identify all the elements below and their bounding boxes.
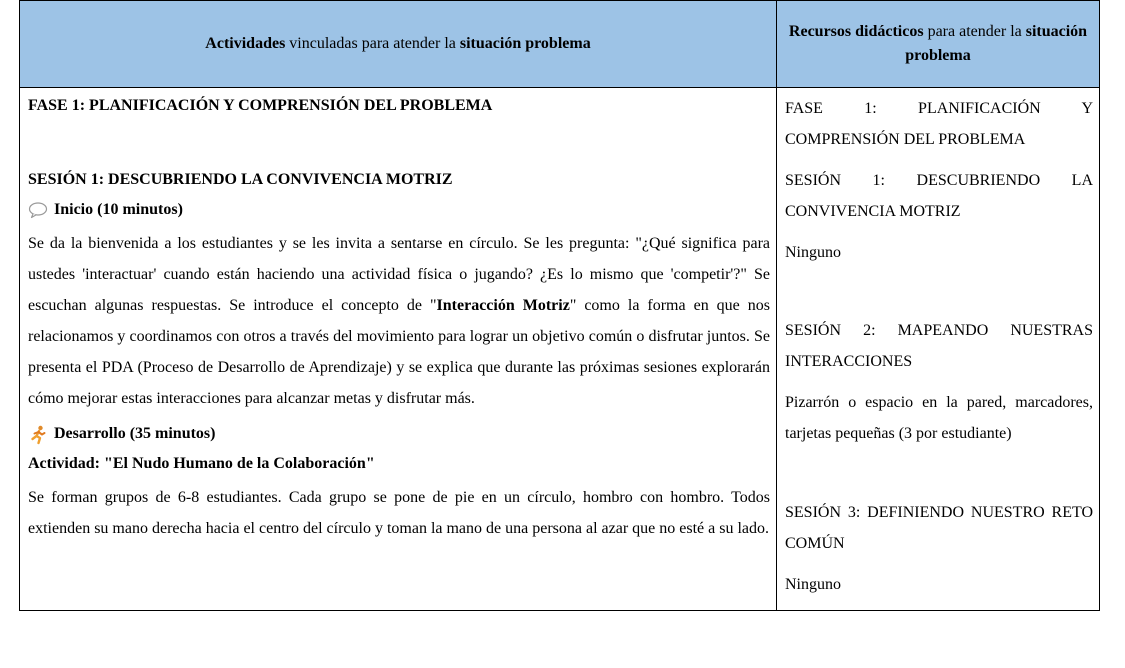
resource-session-2: SESIÓN 2: MAPEANDO NUESTRAS INTERACCIONES [785,322,1093,370]
resource-session-1: SESIÓN 1: DESCUBRIENDO LA CONVIVENCIA MOTRIZ [785,172,1093,220]
session-heading: SESIÓN 1: DESCUBRIENDO LA CONVIVENCIA MOTRIZ [28,171,453,188]
resource-phase: FASE 1: PLANIFICACIÓN Y COMPRENSIÓN DEL PROBLEMA [785,100,1093,148]
desarrollo-heading: Desarrollo (35 minutos) [28,424,770,444]
running-person-icon [28,425,48,443]
resources-cell [777,88,1100,611]
resource-session-2-materials: Pizarrón o espacio en la pared, marcadores, tarjetas pequeñas (3 por estudiante) [785,394,1093,442]
inicio-heading: Inicio (10 minutos) [28,200,770,220]
activity-paragraph: Se forman grupos de 6-8 estudiantes. Cada grupo se pone de pie en un círculo, hombro con hombro. Todos extienden su mano derecha hacia el centro del círculo y toman la mano de una persona al azar que no esté a su lado. [28,489,770,537]
activities-cell [20,88,777,611]
lesson-plan-table [19,0,1100,611]
speech-bubble-icon [28,201,48,219]
activity-heading: Actividad: "El Nudo Humano de la Colaboración" [28,455,375,472]
phase-heading: FASE 1: PLANIFICACIÓN Y COMPRENSIÓN DEL PROBLEMA [28,97,493,114]
resource-session-3-materials: Ninguno [785,576,841,593]
inicio-paragraph: Se da la bienvenida a los estudiantes y se les invita a sentarse en círculo. Se les pregunta: "¿Qué significa para ustedes 'interactuar' cuando están haciendo una actividad física o jugando? ¿Es lo mismo que 'competir'?" Se escuchan algunas respuestas. Se introduce el concepto de "Interacción Motriz" como la forma en que nos relacionamos y coordinamos con otros a través del movimiento para lograr un objetivo común o disfrutar juntos. Se presenta el PDA (Proceso de Desarrollo de Aprendizaje) y se explica que durante las próximas sesiones explorarán cómo mejorar estas interacciones para alcanzar metas y disfrutar más. [28,235,770,407]
header-resources: Recursos didácticos para atender la situación problema [777,1,1100,88]
resource-session-3: SESIÓN 3: DEFINIENDO NUESTRO RETO COMÚN [785,504,1093,552]
header-activities: Actividades vinculadas para atender la situación problema [20,1,777,88]
lesson-plan-page [19,0,1099,611]
resource-session-1-materials: Ninguno [785,244,841,261]
table-header-row [20,1,1100,88]
table-row [20,88,1100,611]
